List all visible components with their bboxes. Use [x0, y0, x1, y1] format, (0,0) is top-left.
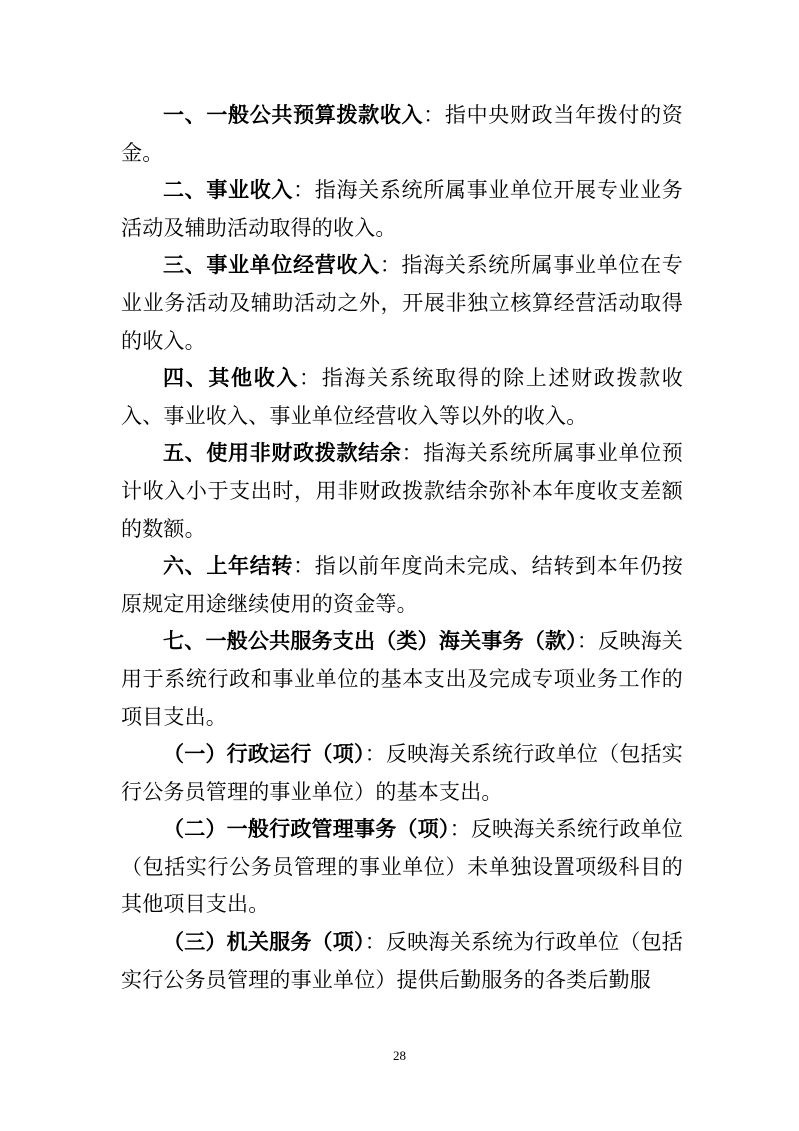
- term-heading: （一）行政运行（项）: [163, 742, 365, 767]
- term-heading: 二、事业收入: [163, 178, 294, 203]
- term-heading: 四、其他收入: [163, 366, 300, 391]
- paragraph-general-budget-income: [121, 97, 683, 172]
- term-heading: 一、一般公共预算拨款收入: [163, 103, 424, 127]
- term-heading: 五、使用非财政拨款结余: [163, 441, 402, 466]
- term-definition: ：指海关系统取得的除上述财政拨款收入、事业收入、事业单位经营收入等以外的收入。: [121, 366, 684, 428]
- term-definition: ：指以前年度尚未完成、结转到本年仍按原规定用途继续使用的资金等。: [121, 554, 683, 616]
- term-heading: 七、一般公共服务支出（类）海关事务（款）: [163, 629, 577, 654]
- body-text: [121, 97, 683, 999]
- term-definition: ：指海关系统所属事业单位开展专业业务活动及辅助活动取得的收入。: [121, 178, 683, 240]
- term-definition: ：指中央财政当年拨付的资金。: [121, 103, 683, 165]
- paragraph-administrative-operation: [121, 736, 683, 811]
- term-definition: ：反映海关用于系统行政和事业单位的基本支出及完成专项业务工作的项目支出。: [121, 629, 684, 729]
- term-definition: ：指海关系统所属事业单位预计收入小于支出时，用非财政拨款结余弥补本年度收支差额的数额。: [121, 441, 683, 541]
- term-heading: （二）一般行政管理事务（项）: [163, 817, 450, 842]
- term-definition: ：反映海关系统为行政单位（包括实行公务员管理的事业单位）提供后勤服务的各类后勤服: [121, 930, 684, 992]
- paragraph-institution-services: [121, 924, 683, 999]
- term-heading: （三）机关服务（项）: [163, 930, 365, 955]
- page-number: 28: [393, 1048, 406, 1063]
- paragraph-operating-income: [121, 247, 683, 360]
- term-definition: ：指海关系统所属事业单位在专业业务活动及辅助活动之外，开展非独立核算经营活动取得的收入。: [121, 253, 683, 353]
- paragraph-prior-year-carryover: [121, 548, 683, 623]
- paragraph-business-income: [121, 172, 683, 247]
- paragraph-general-administration: [121, 811, 683, 924]
- term-heading: 六、上年结转: [163, 554, 294, 579]
- term-definition: ：反映海关系统行政单位（包括实行公务员管理的事业单位）的基本支出。: [121, 742, 684, 804]
- paragraph-customs-affairs: [121, 623, 683, 736]
- paragraph-non-fiscal-balance: [121, 435, 683, 548]
- term-heading: 三、事业单位经营收入: [163, 253, 380, 278]
- paragraph-other-income: [121, 360, 683, 435]
- term-definition: ：反映海关系统行政单位（包括实行公务员管理的事业单位）未单独设置项级科目的其他项目支出。: [121, 817, 683, 917]
